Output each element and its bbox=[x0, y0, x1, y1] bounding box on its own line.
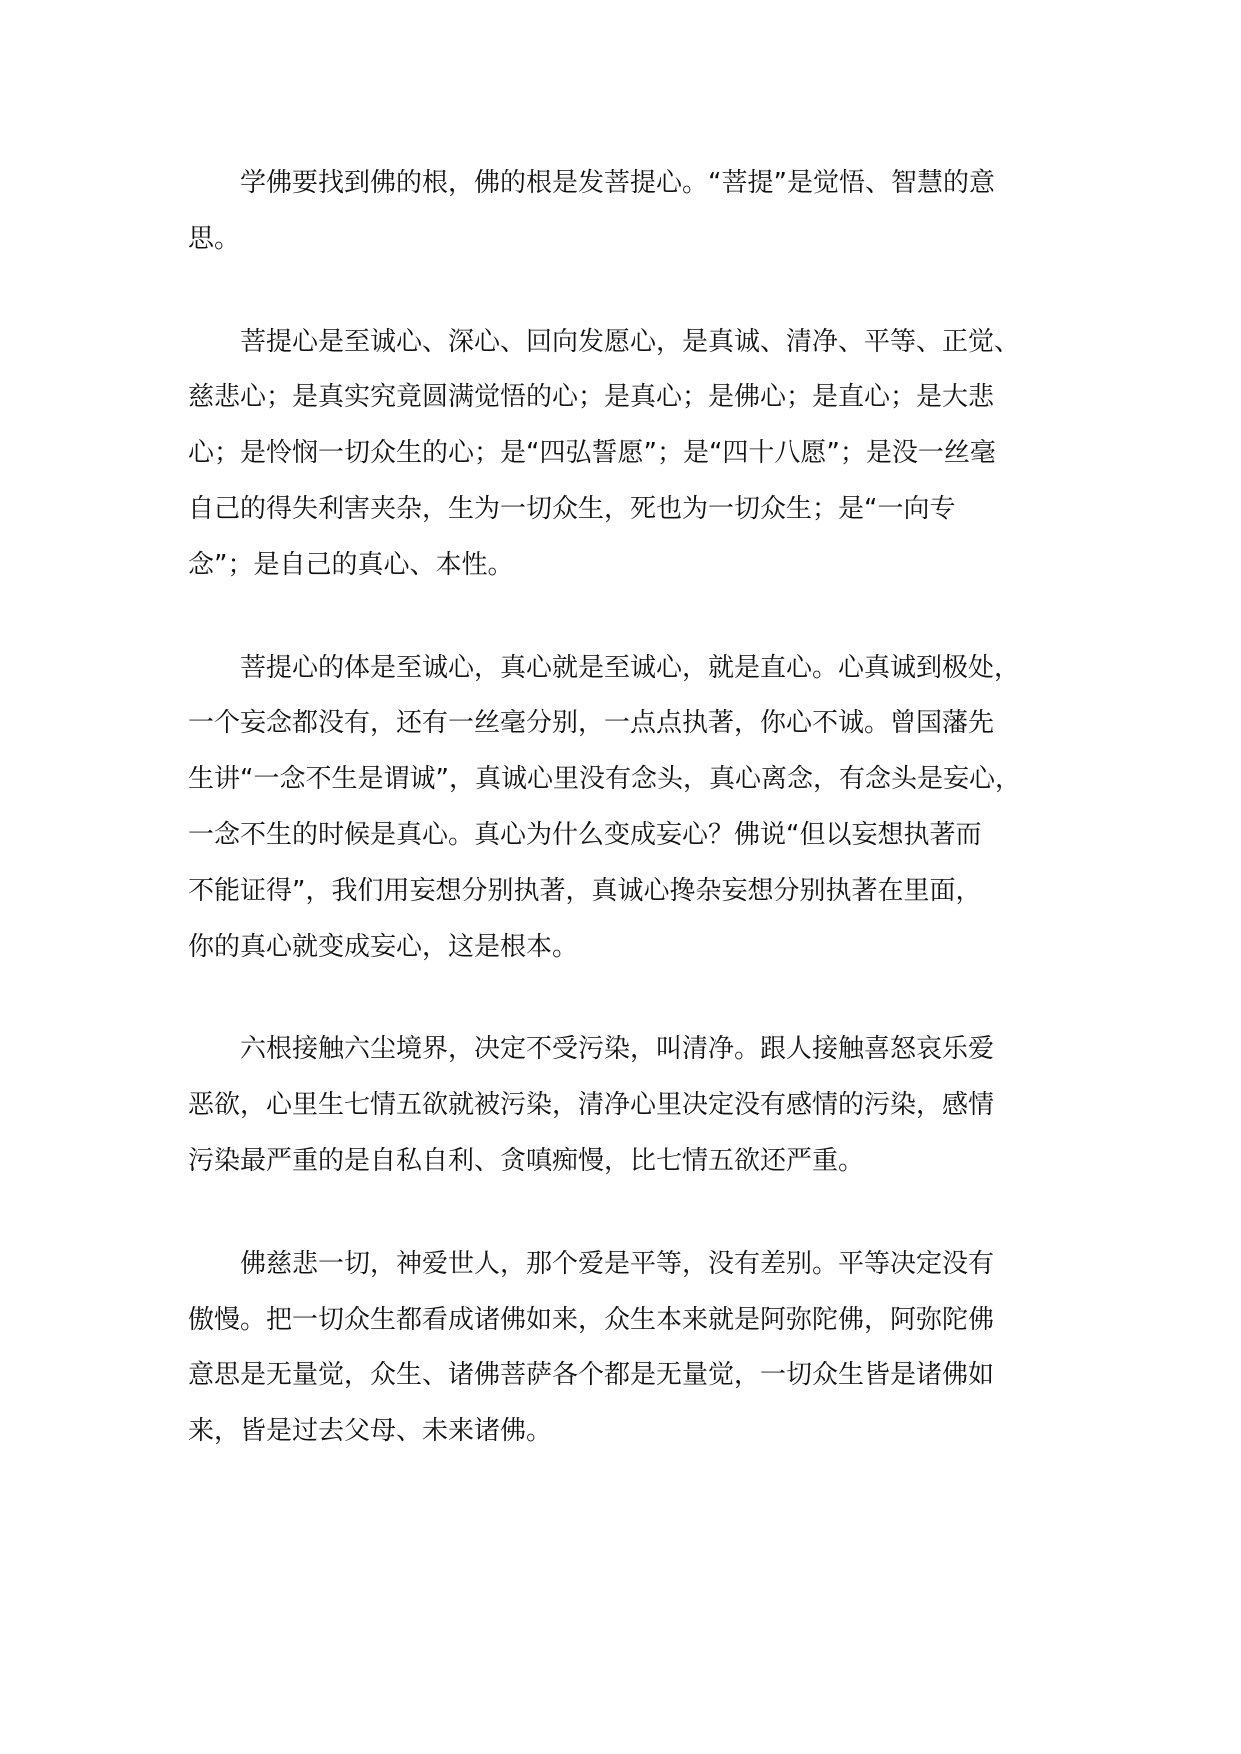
text-line: 菩提心的体是至诚心，真心就是至诚心，就是直心。心真诚到极处， bbox=[188, 652, 1021, 683]
paragraph-purity bbox=[188, 1022, 1056, 1189]
text-line: 一个妄念都没有，还有一丝毫分别，一点点执著，你心不诚。曾国藩先 bbox=[188, 708, 995, 739]
text-line: 恶欲，心里生七情五欲就被污染，清净心里决定没有感情的污染，感情 bbox=[188, 1090, 995, 1121]
paragraph-sincere-mind bbox=[188, 641, 1056, 976]
text-line: 你的真心就变成妄心，这是根本。 bbox=[188, 931, 579, 962]
text-line: 菩提心是至诚心、深心、回向发愿心，是真诚、清净、平等、正觉、 bbox=[188, 326, 1021, 357]
paragraph-equality bbox=[188, 1237, 1056, 1460]
text-line: 生讲“一念不生是谓诚”，真诚心里没有念头，真心离念，有念头是妄心， bbox=[188, 764, 1021, 795]
text-line: 意思是无量觉，众生、诸佛菩萨各个都是无量觉，一切众生皆是诸佛如 bbox=[188, 1360, 995, 1391]
text-line: 心；是怜悯一切众生的心；是“四弘誓愿”；是“四十八愿”；是没一丝毫 bbox=[188, 438, 996, 469]
document-body bbox=[188, 156, 1056, 1460]
text-line: 念”；是自己的真心、本性。 bbox=[188, 549, 514, 580]
text-line: 六根接触六尘境界，决定不受污染，叫清净。跟人接触喜怒哀乐爱 bbox=[188, 1034, 995, 1065]
text-line: 自己的得失利害夹杂，生为一切众生，死也为一切众生；是“一向专 bbox=[188, 493, 956, 524]
text-line: 一念不生的时候是真心。真心为什么变成妄心？佛说“但以妄想执著而 bbox=[188, 819, 982, 850]
text-line: 不能证得”，我们用妄想分别执著，真诚心搀杂妄想分别执著在里面， bbox=[188, 875, 982, 906]
text-line: 来，皆是过去父母、未来诸佛。 bbox=[188, 1416, 553, 1447]
text-line: 思。 bbox=[188, 223, 241, 254]
text-line: 学佛要找到佛的根，佛的根是发菩提心。“菩提”是觉悟、智慧的意 bbox=[188, 168, 995, 198]
text-line: 佛慈悲一切，神爱世人，那个爱是平等，没有差别。平等决定没有 bbox=[188, 1248, 995, 1279]
paragraph-bodhi-mind-definition bbox=[188, 315, 1056, 594]
text-line: 慈悲心；是真实究竟圆满觉悟的心；是真心；是佛心；是直心；是大悲 bbox=[188, 382, 995, 413]
text-line: 傲慢。把一切众生都看成诸佛如来，众生本来就是阿弥陀佛，阿弥陀佛 bbox=[188, 1304, 995, 1335]
paragraph-bodhi-root bbox=[188, 156, 1056, 268]
text-line: 污染最严重的是自私自利、贪嗔痴慢，比七情五欲还严重。 bbox=[188, 1145, 865, 1176]
